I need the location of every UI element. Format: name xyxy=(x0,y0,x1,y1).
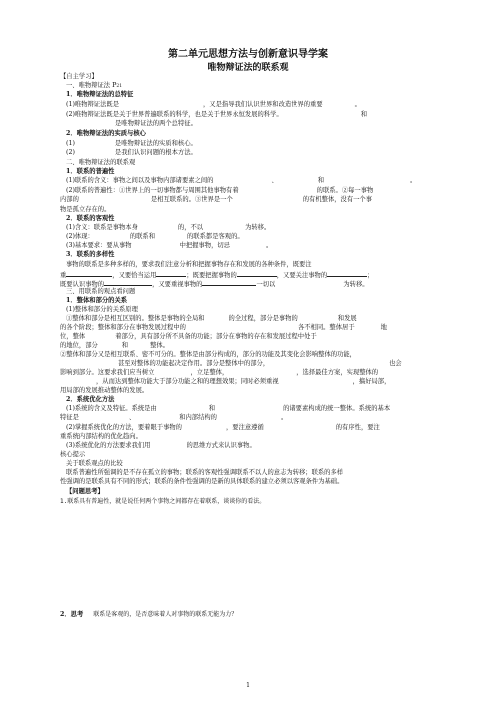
text: 地 xyxy=(380,324,387,331)
heading-essence-core: 2．唯物辩证法的实质与核心 xyxy=(66,130,146,137)
text: (1)系统的含义及特征。系统是由 xyxy=(66,405,157,412)
text: (2)联系的普遍性：①世界上的一切事物都与周围其他事物有着 xyxy=(66,187,239,194)
text: (2)体现： xyxy=(66,233,94,240)
text: ，又要恰当运用 xyxy=(112,272,157,279)
line xyxy=(66,140,197,148)
text: 的各个阶段；整体和部分在事物发展过程中的 xyxy=(60,324,186,331)
line xyxy=(60,414,287,422)
text: 影响到部分。这要求我们应当树立 xyxy=(60,369,155,376)
blank xyxy=(237,270,277,277)
text: 。 xyxy=(410,177,417,184)
text: 的有机整体，没有一个事 xyxy=(302,196,373,203)
text: 中把握事物，切忌 xyxy=(179,242,230,249)
text: 一、唯物辩证法 P xyxy=(66,82,117,89)
text: 是唯物辩证法的实质和核心。 xyxy=(114,140,197,147)
line: 联系普遍性所强调的是不存在孤立的事物；联系的客观性强调联系不以人的意志为转移；联系的多样 xyxy=(66,469,344,476)
line: 事物的联系是多种多样的，要求我们注意分析和把握事物存在和发展的各种条件，既要注 xyxy=(66,261,312,268)
text: (2) xyxy=(66,149,75,156)
text: ，又要关注事物的 xyxy=(276,272,328,279)
text: (1)唯物辩证法既是 xyxy=(66,101,119,108)
heading-total-feature: 1．唯物辩证法的总特征 xyxy=(66,91,134,98)
page-ref: 21 xyxy=(116,84,123,89)
text: ，搞好局部， xyxy=(352,378,391,385)
line xyxy=(66,405,390,413)
text: 、 xyxy=(128,414,136,421)
blank xyxy=(156,270,186,277)
heading-universality: 1．联系的普遍性 xyxy=(66,168,115,175)
page-number: 1 xyxy=(246,682,250,689)
line xyxy=(66,111,367,119)
core-tip-label: 核心提示 xyxy=(60,451,86,458)
text: 和 xyxy=(360,111,368,118)
text: 、 xyxy=(271,177,278,184)
line xyxy=(60,333,317,341)
heading-whole-part: 1．整体和部分的关系 xyxy=(66,297,128,304)
line xyxy=(66,233,244,241)
text: 为转移。 xyxy=(245,224,271,231)
text: 联系是客观的，是否意味着人对事物的联系无能为力？ xyxy=(93,611,238,618)
text: 。 xyxy=(280,414,288,421)
text: 也会 xyxy=(389,360,402,367)
text: 的思维方式来认识事物。 xyxy=(186,442,256,449)
text: 的联系和 xyxy=(129,233,155,240)
text: 一切以 xyxy=(256,281,276,288)
page-subtitle: 唯物辩证法的联系观 xyxy=(207,63,289,73)
text: 甚至对整体的功能起决定作用。部分是整体中的部分， xyxy=(118,360,270,367)
text: 特征是 xyxy=(60,414,79,421)
section-questions: 【问题思考】 xyxy=(66,488,104,495)
text: 和 xyxy=(208,405,216,412)
blank xyxy=(104,279,152,286)
line xyxy=(66,177,416,185)
text: (2)唯物辩证法既是关于世界普遍联系的科学，也是关于世界永恒发展的科学。 xyxy=(66,111,283,118)
text: 是相互联系的。③世界是一个 xyxy=(150,196,233,203)
text: (1)含义：联系是事物本身 xyxy=(66,224,138,231)
text: 的地位，部分 xyxy=(60,342,98,349)
line xyxy=(60,324,387,332)
heading-system-optimization: 2．系统优化方法 xyxy=(66,396,115,403)
line xyxy=(96,378,390,386)
line: (1)整体和部分的关系原理 xyxy=(66,306,138,313)
text: ①整体和部分是相互区别的。整体是事物的全局和 xyxy=(66,315,205,322)
section-three: 三、用联系的观点看问题 xyxy=(66,288,136,295)
text: 各不相同。整体居于 xyxy=(297,324,355,331)
line xyxy=(60,342,169,350)
heading-diversity: 3．联系的多样性 xyxy=(66,251,115,258)
text: 整体。 xyxy=(150,342,169,349)
text: ；既要把握事物的 xyxy=(186,272,237,279)
line xyxy=(118,360,402,368)
text: (1) xyxy=(66,140,75,147)
text: 。 xyxy=(354,101,361,108)
blank xyxy=(327,270,367,277)
text: 和 xyxy=(121,342,129,349)
text: ，又是指导我们认识世界和改造世界的重要 xyxy=(203,101,323,108)
line xyxy=(66,224,270,232)
line xyxy=(66,242,272,250)
text: (1)联系的含义：事物之间以及事物内部诸要素之间的 xyxy=(66,177,214,184)
text: 和发展 xyxy=(337,315,357,322)
section-self-study: 【自主学习】 xyxy=(60,73,98,80)
text: 内部的 xyxy=(60,196,79,203)
line: 关于联系观点的比较 xyxy=(66,460,123,467)
text: (3)系统优化的方法要求我们用 xyxy=(66,442,151,449)
text: 位，整体 xyxy=(60,333,86,340)
text: 的有序性，要注 xyxy=(335,424,380,431)
text: 的诸要素构成的统一整体。系统的基本 xyxy=(283,405,391,412)
text: 为转移。 xyxy=(343,281,369,288)
line xyxy=(66,442,256,450)
text: ，选择最佳方案，实现整体的 xyxy=(296,369,379,376)
line xyxy=(66,424,380,432)
line xyxy=(66,315,357,323)
text: ； xyxy=(367,272,374,279)
text: 2．思考 xyxy=(60,611,84,618)
section-two: 二、唯物辩证法的联系观 xyxy=(66,159,136,166)
page-title: 第二单元思想方法与创新意识导学案 xyxy=(168,49,328,60)
text: ，立足整体， xyxy=(190,369,229,376)
line xyxy=(66,187,373,195)
section-one xyxy=(66,82,122,91)
line: 物是孤立存在的。 xyxy=(60,206,111,213)
line xyxy=(60,196,372,204)
line: 用局部的发展推动整体的发展。 xyxy=(60,387,149,394)
heading-objectivity: 2．联系的客观性 xyxy=(66,215,115,222)
blank xyxy=(202,279,256,286)
text: ，又要重视事物的 xyxy=(152,281,203,288)
line xyxy=(60,369,378,377)
text: 和 xyxy=(317,177,325,184)
text: 。 xyxy=(265,242,273,249)
question-1: 1.联系具有普遍性，就是说任何两个事物之间都存在着联系，谈谈你的看法。 xyxy=(60,498,266,505)
question-2 xyxy=(60,611,237,619)
text: 的联系。②每一事物 xyxy=(316,187,374,194)
text: ，从而达到整体功能大于部分功能之和的理想效果；同时必须重视 xyxy=(96,378,279,385)
line xyxy=(66,101,361,109)
text: 既要认识事物的 xyxy=(60,281,105,288)
text: 着部分，具有部分所不具备的功能；部分在事物的存在和发展过程中处于 xyxy=(115,333,317,340)
text: 的全过程，部分是事物的 xyxy=(228,315,298,322)
text: ，要注意遵循 xyxy=(225,424,264,431)
text: 重 xyxy=(60,272,67,279)
line: 重系统内部结构的优化趋向。 xyxy=(60,433,142,440)
text: 是我们认识问题的根本方法。 xyxy=(114,149,197,156)
text: 和内部结构的 xyxy=(179,414,217,421)
text: (2)掌握系统优化的方法，要着眼于事物的 xyxy=(66,424,182,431)
line: 是唯物辩证法的两个总特征。 xyxy=(115,120,197,127)
text: (3)基本要求：要从事物 xyxy=(66,242,132,249)
line xyxy=(66,149,197,157)
line: 性强调的是联系具有不同的形式；联系的条件性强调的是新的具体联系的建立必须以客观条件为基础。 xyxy=(60,478,344,485)
text: 的，不以 xyxy=(177,224,204,231)
text: 的联系都是客观的。 xyxy=(187,233,244,240)
blank xyxy=(66,270,112,277)
line: ②整体和部分又是相互联系、密不可分的。整体是由部分构成的，部分的功能及其变化会影响整体的功能， xyxy=(60,351,356,358)
